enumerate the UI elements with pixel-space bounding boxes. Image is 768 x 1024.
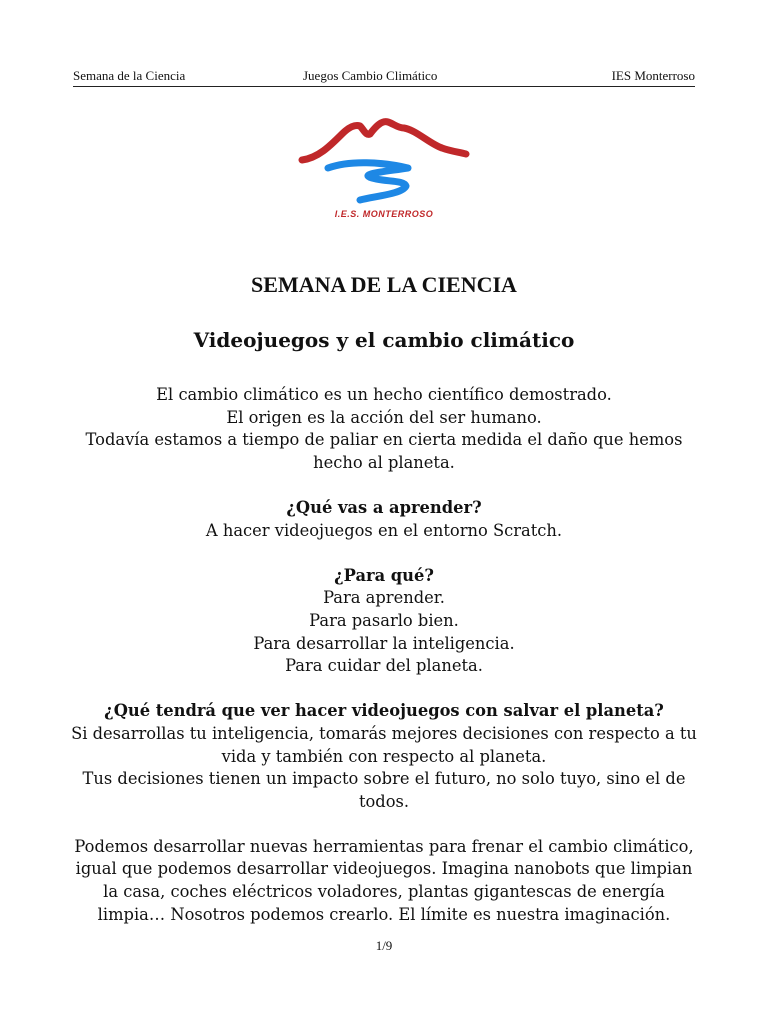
page-number: 1/9 — [375, 938, 393, 953]
section-line: Para cuidar del planeta. — [285, 656, 483, 676]
section-line: Para pasarlo bien. — [309, 610, 459, 630]
section-question: ¿Qué vas a aprender? — [286, 497, 482, 517]
document-title: SEMANA DE LA CIENCIA — [251, 272, 517, 297]
school-logo — [298, 118, 470, 228]
document-subtitle: Videojuegos y el cambio climático — [193, 328, 575, 352]
logo-text: I.E.S. MONTERROSO — [334, 209, 434, 219]
header-right-text: IES Monterroso — [611, 68, 695, 83]
section-line: Si desarrollas tu inteligencia, tomarás mejores decisiones con respecto a tu vida y también con respecto al planeta. — [71, 723, 697, 766]
closing-paragraph: Podemos desarrollar nuevas herramientas para frenar el cambio climático, igual que podemos desarrollar videojuegos. Imagina nanobots que limpian la casa, coches eléctricos voladores, plantas gigantescas de energía limpia… Nosotros podemos crearlo. El límite es nuestra imaginación. — [74, 836, 694, 924]
intro-line: El cambio climático es un hecho científico demostrado. — [156, 385, 612, 404]
section-question: ¿Para qué? — [334, 565, 434, 585]
header-left-text: Semana de la Ciencia — [73, 68, 186, 83]
mountain-river-icon — [298, 118, 470, 210]
section-question: ¿Qué tendrá que ver hacer videojuegos con salvar el planeta? — [104, 701, 664, 721]
section-line: Tus decisiones tienen un impacto sobre el futuro, no solo tuyo, sino el de todos. — [82, 769, 686, 811]
section-line: Para aprender. — [323, 588, 445, 608]
header-center-text: Juegos Cambio Climático — [303, 68, 438, 83]
intro-line: Todavía estamos a tiempo de paliar en cierta medida el daño que hemos hecho al planeta. — [85, 430, 683, 472]
intro-line: El origen es la acción del ser humano. — [226, 407, 542, 427]
section-answer: A hacer videojuegos en el entorno Scratch. — [205, 520, 563, 540]
page-header — [73, 68, 695, 87]
document-body — [70, 384, 698, 926]
section-line: Para desarrollar la inteligencia. — [253, 633, 515, 653]
